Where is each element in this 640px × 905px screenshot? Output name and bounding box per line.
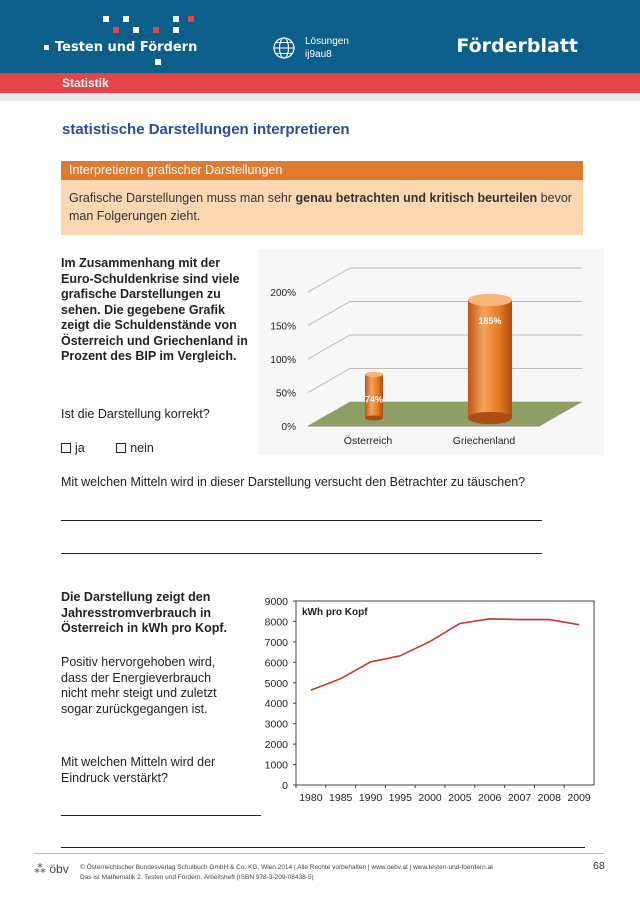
- y-tick-label: 5000: [264, 677, 288, 690]
- y-tick-label: 4000: [264, 698, 288, 711]
- infobox-title: Interpretieren grafischer Darstellungen: [61, 161, 583, 180]
- page-title: statistische Darstellungen interpretieren: [62, 121, 350, 138]
- solutions-code: ij9au8: [305, 49, 332, 60]
- plot-frame: [296, 601, 594, 785]
- x-tick-label: 2008: [537, 792, 561, 804]
- option-yes-label: ja: [75, 441, 85, 455]
- footer-text: [80, 863, 493, 883]
- debt-chart-svg: [258, 249, 604, 455]
- infobox-text-part1: Grafische Darstellungen muss man sehr: [69, 191, 296, 205]
- task1-options: [61, 441, 154, 457]
- x-tick-label: 2009: [567, 792, 591, 804]
- sheet-title: Förderblatt: [456, 35, 578, 57]
- publisher-name: öbv: [49, 862, 69, 876]
- section-label: Statistik: [62, 76, 109, 90]
- electricity-line-chart: [258, 590, 604, 815]
- y-tick-label: 9000: [264, 596, 288, 608]
- y-tick-label: 6000: [264, 657, 288, 670]
- task2-intro: Die Darstellung zeigt den Jahresstromverbrauch in Österreich in kWh pro Kopf.: [61, 590, 227, 635]
- bar-base: [468, 412, 512, 424]
- bar-value-label: 185%: [478, 316, 502, 327]
- infobox-text-bold: genau betrachten und kritisch beurteilen: [295, 191, 538, 205]
- bar-top: [365, 372, 383, 377]
- y-tick-label: 2000: [264, 739, 288, 752]
- y-tick-label: 7000: [264, 636, 288, 649]
- x-tick-label: 1990: [358, 792, 383, 804]
- footer-isbn: Das ist Mathematik 2. Testen und Fördern. Arbeitsheft (ISBN 978-3-209-08438-5): [80, 874, 314, 881]
- task1-question2: Mit welchen Mitteln wird in dieser Darstellung versucht den Betrachter zu täuschen?: [61, 475, 526, 489]
- x-tick-label: 1980: [299, 792, 323, 804]
- x-tick-label: Österreich: [343, 435, 393, 447]
- grid-side-line: [308, 335, 350, 359]
- footer-copyright: © Österreichischer Bundesverlag Schulbuch GmbH & Co. KG, Wien 2014 | Alle Rechte vorbehalten | www.oebv.at | www.testen-und-foerdern.at: [80, 864, 493, 871]
- task1-intro: Im Zusammenhang mit der Euro-Schuldenkrise sind viele grafische Darstellungen zu sehen. Die gegebene Grafik zeigt die Schuldenstände von Österreich und Griechenland in Prozent des BIP im Vergleich.: [61, 256, 248, 363]
- y-tick-label: 50%: [275, 388, 296, 400]
- grid-side-line: [308, 369, 350, 393]
- page-number: 68: [593, 860, 605, 872]
- task2-question: Mit welchen Mitteln wird der Eindruck verstärkt?: [61, 755, 216, 785]
- brand-square-icon: [44, 45, 49, 50]
- y-tick-label: 150%: [270, 321, 296, 333]
- x-tick-label: 1985: [329, 792, 353, 804]
- option-yes[interactable]: [61, 441, 85, 455]
- task1-question: Ist die Darstellung korrekt?: [61, 407, 210, 421]
- page-header: [0, 0, 640, 73]
- y-tick-label: 200%: [270, 288, 296, 299]
- answer-line-4[interactable]: [61, 847, 585, 848]
- checkbox-yes[interactable]: [61, 443, 71, 453]
- x-tick-label: 1995: [388, 792, 412, 804]
- x-tick-label: 2006: [478, 792, 502, 804]
- y-tick-label: 0%: [281, 422, 296, 433]
- publisher-logo: [34, 862, 69, 876]
- x-tick-label: Griechenland: [452, 435, 516, 447]
- globe-icon: [272, 36, 296, 60]
- answer-line-3[interactable]: [61, 815, 261, 816]
- y-tick-label: 1000: [264, 759, 288, 772]
- section-bar: [0, 73, 640, 93]
- y-tick-label: 8000: [264, 616, 288, 629]
- infobox-text-part2: bevor man Folgerungen zieht.: [69, 191, 572, 223]
- y-tick-label: 100%: [270, 355, 296, 366]
- brand: [44, 40, 197, 55]
- chart-title: kWh pro Kopf: [302, 607, 368, 618]
- y-tick-label: 0: [282, 780, 288, 792]
- footer-divider: [34, 853, 604, 854]
- bar-base: [365, 415, 383, 420]
- electricity-chart-svg: [258, 590, 604, 815]
- x-tick-label: 2000: [418, 792, 442, 804]
- x-tick-label: 2005: [448, 792, 472, 804]
- x-tick-label: 2007: [507, 792, 532, 804]
- task2-text: Positiv hervorgehoben wird, dass der Energieverbrauch nicht mehr steigt und zuletzt sogar zurückgegangen ist.: [61, 655, 217, 716]
- divider: [0, 93, 640, 101]
- publisher-mark-icon: ⁂: [34, 862, 46, 876]
- option-no-label: nein: [130, 441, 154, 455]
- answer-line-1[interactable]: [61, 520, 542, 521]
- brand-label: Testen und Fördern: [55, 40, 198, 55]
- debt-bar-chart: [258, 249, 604, 455]
- option-no[interactable]: [116, 441, 154, 455]
- grid-side-line: [308, 302, 350, 326]
- chart-floor: [308, 402, 582, 426]
- answer-line-2[interactable]: [61, 553, 542, 554]
- y-tick-label: 3000: [264, 718, 288, 731]
- solutions-label: Lösungen: [305, 36, 349, 47]
- infobox-text: [61, 180, 583, 235]
- series-line: [311, 619, 579, 690]
- grid-side-line: [308, 268, 350, 292]
- bar-top: [468, 294, 512, 306]
- checkbox-no[interactable]: [116, 443, 126, 453]
- bar-value-label: 74%: [364, 394, 384, 405]
